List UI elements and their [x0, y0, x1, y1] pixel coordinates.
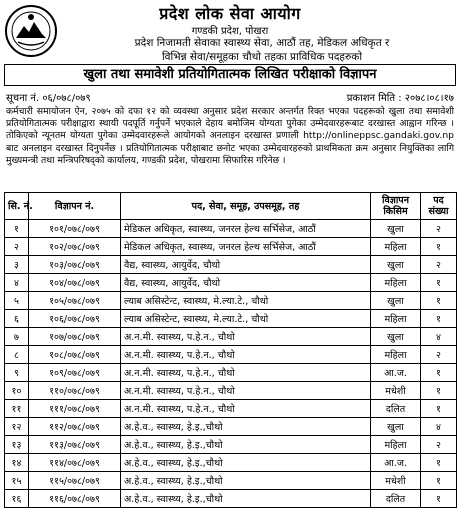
cell-sn: ८: [5, 346, 29, 364]
cell-count: २: [421, 346, 457, 364]
table-body: [5, 220, 457, 508]
cell-ad: ११६/०७८/०७९: [29, 490, 121, 508]
cell-post: वैद्य, स्वास्थ्य, आयुर्वेद, चौथो: [121, 256, 371, 274]
cell-count: १: [421, 490, 457, 508]
table-row: [5, 238, 457, 256]
table-row: [5, 292, 457, 310]
cell-count: २: [421, 220, 457, 238]
cell-sn: ७: [5, 328, 29, 346]
table-row: [5, 472, 457, 490]
description-line-2: विभिन्न सेवा/समूहका चौथो तहका प्राविधिक पदहरुको: [161, 51, 363, 63]
cell-ad: १०८/०७८/०७९: [29, 346, 121, 364]
cell-count: २: [421, 256, 457, 274]
cell-sn: १३: [5, 436, 29, 454]
page-title: प्रदेश लोक सेवा आयोग: [159, 4, 301, 23]
cell-count: १: [421, 274, 457, 292]
cell-sn: १२: [5, 418, 29, 436]
cell-post: अ.हे.व., स्वास्थ्य, हे.इ.,चौथो: [121, 436, 371, 454]
cell-type: महिला: [371, 310, 421, 328]
header-ad-no: विज्ञापन नं.: [29, 193, 121, 220]
cell-count: १: [421, 400, 457, 418]
cell-count: १: [421, 292, 457, 310]
table-header-row: [5, 193, 457, 220]
cell-post: मेडिकल अधिकृत, स्वास्थ्य, जनरल हेल्थ सर्भिसेज, आठौं: [121, 238, 371, 256]
header-sn: सि. नं.: [5, 193, 29, 220]
cell-ad: १०५/०७८/०७९: [29, 292, 121, 310]
header: [0, 0, 460, 64]
cell-type: खुला: [371, 256, 421, 274]
cell-sn: ६: [5, 310, 29, 328]
table-row: [5, 418, 457, 436]
table-row: [5, 364, 457, 382]
cell-sn: ११: [5, 400, 29, 418]
table-row: [5, 382, 457, 400]
table-row: [5, 274, 457, 292]
cell-sn: १०: [5, 382, 29, 400]
cell-type: महिला: [371, 238, 421, 256]
cell-sn: ३: [5, 256, 29, 274]
cell-sn: १४: [5, 454, 29, 472]
cell-sn: ४: [5, 274, 29, 292]
cell-type: खुला: [371, 292, 421, 310]
cell-type: महिला: [371, 274, 421, 292]
cell-count: १: [421, 238, 457, 256]
table-row: [5, 220, 457, 238]
cell-post: अ.हे.व., स्वास्थ्य, हे.इ.,चौथो: [121, 490, 371, 508]
cell-ad: ११२/०७८/०७९: [29, 418, 121, 436]
table-row: [5, 400, 457, 418]
cell-sn: १६: [5, 490, 29, 508]
cell-post: अ.न.मी. स्वास्थ्य, प.हे.न., चौथो: [121, 364, 371, 382]
cell-sn: १: [5, 220, 29, 238]
cell-ad: १०९/०७८/०७९: [29, 364, 121, 382]
cell-type: दलित: [371, 400, 421, 418]
cell-ad: १०३/०७८/०७९: [29, 256, 121, 274]
cell-ad: ११५/०७८/०७९: [29, 472, 121, 490]
cell-type: आ.ज.: [371, 454, 421, 472]
cell-sn: १५: [5, 472, 29, 490]
cell-post: मेडिकल अधिकृत, स्वास्थ्य, जनरल हेल्थ सर्भिसेज, आठौं: [121, 220, 371, 238]
cell-post: ल्याब असिस्टेन्ट, स्वास्थ्य, मे.ल्या.टे., चौथो: [121, 310, 371, 328]
table-row: [5, 490, 457, 508]
table-row: [5, 310, 457, 328]
cell-type: आ.ज.: [371, 364, 421, 382]
cell-post: अ.न.मी. स्वास्थ्य, प.हे.न., चौथो: [121, 328, 371, 346]
cell-count: ४: [421, 418, 457, 436]
cell-sn: ५: [5, 292, 29, 310]
description-line-1: प्रदेश निजामती सेवाका स्वास्थ्य सेवा, आठौं तह, मेडिकल अधिकृत र: [134, 37, 390, 49]
cell-post: अ.न.मी. स्वास्थ्य, प.हे.न., चौथो: [121, 400, 371, 418]
notice-number: सूचना नं. ०६/०७८/०७९: [6, 93, 91, 104]
cell-post: अ.हे.व., स्वास्थ्य, हे.इ.,चौथो: [121, 472, 371, 490]
cell-type: खुला: [371, 220, 421, 238]
table-row: [5, 256, 457, 274]
cell-post: अ.हे.व., स्वास्थ्य, हे.इ.,चौथो: [121, 454, 371, 472]
cell-ad: १०७/०७८/०७९: [29, 328, 121, 346]
cell-sn: २: [5, 238, 29, 256]
cell-type: मधेशी: [371, 472, 421, 490]
cell-count: २: [421, 436, 457, 454]
header-count: पद संख्या: [421, 193, 457, 220]
table-row: [5, 346, 457, 364]
cell-type: महिला: [371, 436, 421, 454]
cell-ad: १११/०७८/०७९: [29, 400, 121, 418]
cell-type: मधेशी: [371, 382, 421, 400]
cell-ad: १०२/०७८/०७९: [29, 238, 121, 256]
cell-post: अ.न.मी. स्वास्थ्य, प.हे.न., चौथो: [121, 382, 371, 400]
cell-ad: १०६/०७८/०७९: [29, 310, 121, 328]
cell-type: खुला: [371, 418, 421, 436]
cell-count: १: [421, 382, 457, 400]
page-subtitle: गण्डकी प्रदेश, पोखरा: [191, 26, 269, 37]
table-row: [5, 328, 457, 346]
cell-post: ल्याब असिस्टेन्ट, स्वास्थ्य, मे.ल्या.टे., चौथो: [121, 292, 371, 310]
header-post: पद, सेवा, समूह, उपसमूह, तह: [121, 193, 371, 220]
cell-ad: ११३/०७८/०७९: [29, 436, 121, 454]
notice-banner: खुला तथा समावेशी प्रतियोगितात्मक लिखित परीक्षाको विज्ञापन: [4, 64, 456, 86]
cell-post: अ.हे.व., स्वास्थ्य, हे.इ.,चौथो: [121, 418, 371, 436]
cell-type: दलित: [371, 490, 421, 508]
cell-count: १: [421, 364, 457, 382]
cell-sn: ९: [5, 364, 29, 382]
table-row: [5, 454, 457, 472]
cell-ad: ११०/०७८/०७९: [29, 382, 121, 400]
cell-ad: ११४/०७८/०७९: [29, 454, 121, 472]
cell-type: महिला: [371, 346, 421, 364]
cell-count: १: [421, 472, 457, 490]
header-type: विज्ञापन किसिम: [371, 193, 421, 220]
cell-post: अ.न.मी. स्वास्थ्य, प.हे.न., चौथो: [121, 346, 371, 364]
cell-count: १: [421, 454, 457, 472]
cell-ad: १०४/०७८/०७९: [29, 274, 121, 292]
published-date: प्रकाशन मिति : २०७८।०८।१७: [346, 93, 454, 104]
notice-meta: [6, 90, 454, 104]
cell-count: १: [421, 310, 457, 328]
notice-paragraph: कर्मचारी समायोजन ऐन, २०७५ को दफा १२ को व्यवस्था अनुसार प्रदेश सरकार अन्तर्गत रिक्त भएका पदहरूको खुला तथा समावेशी प्रतियोगितात्मक परीक्षाद्वारा स्थायी पदपूर्ति गर्नुपर्ने भएकाले देहाय बमोजिम योग्यता पुगेका उम्मेदवारहरूबाट दरखास्त आह्वान गरिन्छ । तोकिएको न्यूनतम योग्यता पुगेका उम्मेदवारहरूले आयोगको अनलाइन दरखास्त प्रणाली http://onlineppsc.gandaki.gov.np बाट अनलाइन दरखास्त दिनुपर्नेछ । प्रतियोगितात्मक परीक्षाबाट छनोट भएका उम्मेदवारहरुको प्राथमिकता क्रम अनुसार नियुक्तिका लागि मुख्यमन्त्री तथा मन्त्रिपरिषद्को कार्यालय, गण्डकी प्रदेश, पोखरामा सिफारिस गरिनेछ ।: [6, 106, 454, 166]
table-row: [5, 436, 457, 454]
cell-type: खुला: [371, 328, 421, 346]
cell-post: वैद्य, स्वास्थ्य, आयुर्वेद, चौथो: [121, 274, 371, 292]
cell-count: ४: [421, 328, 457, 346]
cell-ad: १०१/०७८/०७९: [29, 220, 121, 238]
vacancy-table: [4, 192, 457, 508]
